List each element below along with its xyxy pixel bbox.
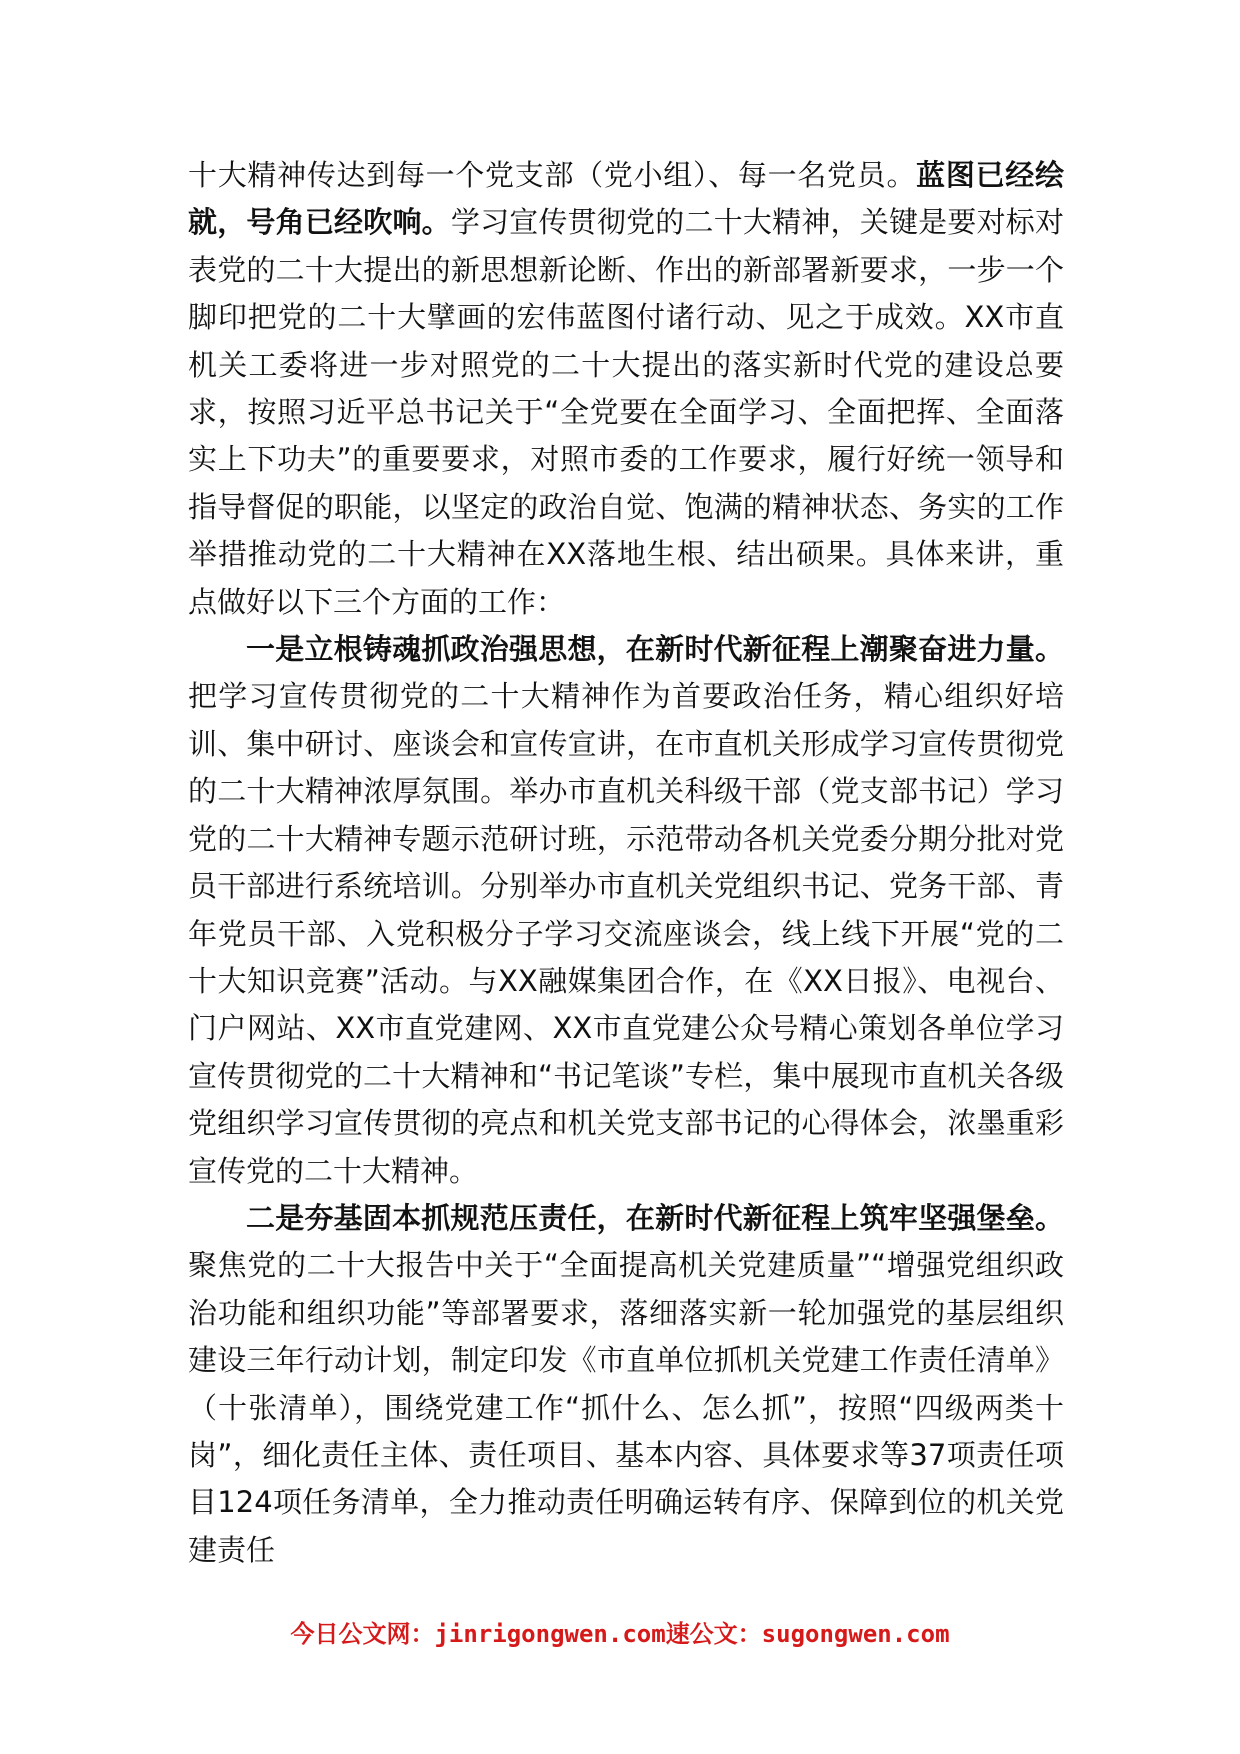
footer-link-2[interactable]: sugongwen.com	[761, 1620, 950, 1648]
text-run: 十大精神传达到每一个党支部（党小组）、每一名党员。	[188, 158, 917, 192]
section-heading-2: 二是夯基固本抓规范压责任，在新时代新征程上筑牢坚强堡垒。	[246, 1200, 1064, 1235]
footer-label-1: 今日公文网：	[290, 1620, 435, 1648]
text-run: 学习宣传贯彻党的二十大精神，关键是要对标对表党的二十大提出的新思想新论断、作出的新部署新要求，一步一个脚印把党的二十大擘画的宏伟蓝图付诸行动、见之于成效。XX市直机关工委将进一步对照党的二十大提出的落实新时代党的建设总要求，按照习近平总书记关于“全党要在全面学习、全面把挥、全面落实上下功夫”的重要要求，对照市委的工作要求，履行好统一领导和指导督促的职能，以坚定的政治自觉、饱满的精神状态、务实的工作举措推动党的二十大精神在XX落地生根、结出硕果。具体来讲，重点做好以下三个方面的工作：	[188, 205, 1064, 619]
bold-text-run: 蓝图已经绘就，号角已经吹响。	[188, 158, 1064, 240]
document-body	[188, 152, 1064, 1574]
paragraph-2	[188, 626, 1064, 1195]
footer-link-1[interactable]: jinrigongwen.com	[434, 1620, 666, 1648]
section-heading-1: 一是立根铸魂抓政治强思想，在新时代新征程上潮聚奋进力量。	[246, 632, 1064, 667]
footer-watermark	[0, 1614, 1240, 1649]
text-run: 把学习宣传贯彻党的二十大精神作为首要政治任务，精心组织好培训、集中研讨、座谈会和宣传宣讲，在市直机关形成学习宣传贯彻党的二十大精神浓厚氛围。举办市直机关科级干部（党支部书记）学习党的二十大精神专题示范研讨班，示范带动各机关党委分期分批对党员干部进行系统培训。分别举办市直机关党组织书记、党务干部、青年党员干部、入党积极分子学习交流座谈会，线上线下开展“党的二十大知识竞赛”活动。与XX融媒集团合作，在《XX日报》、电视台、门户网站、XX市直党建网、XX市直党建公众号精心策划各单位学习宣传贯彻党的二十大精神和“书记笔谈”专栏，集中展现市直机关各级党组织学习宣传贯彻的亮点和机关党支部书记的心得体会，浓墨重彩宣传党的二十大精神。	[188, 679, 1064, 1188]
paragraph-3	[188, 1195, 1064, 1574]
paragraph-1	[188, 152, 1064, 626]
text-run: 聚焦党的二十大报告中关于“全面提高机关党建质量”“增强党组织政治功能和组织功能”等部署要求，落细落实新一轮加强党的基层组织建设三年行动计划，制定印发《市直单位抓机关党建工作责任清单》（十张清单），围绕党建工作“抓什么、怎么抓”，按照“四级两类十岗”，细化责任主体、责任项目、基本内容、具体要求等37项责任项目124项任务清单，全力推动责任明确运转有序、保障到位的机关党建责任	[188, 1248, 1064, 1567]
footer-label-2: 速公文：	[665, 1620, 762, 1648]
